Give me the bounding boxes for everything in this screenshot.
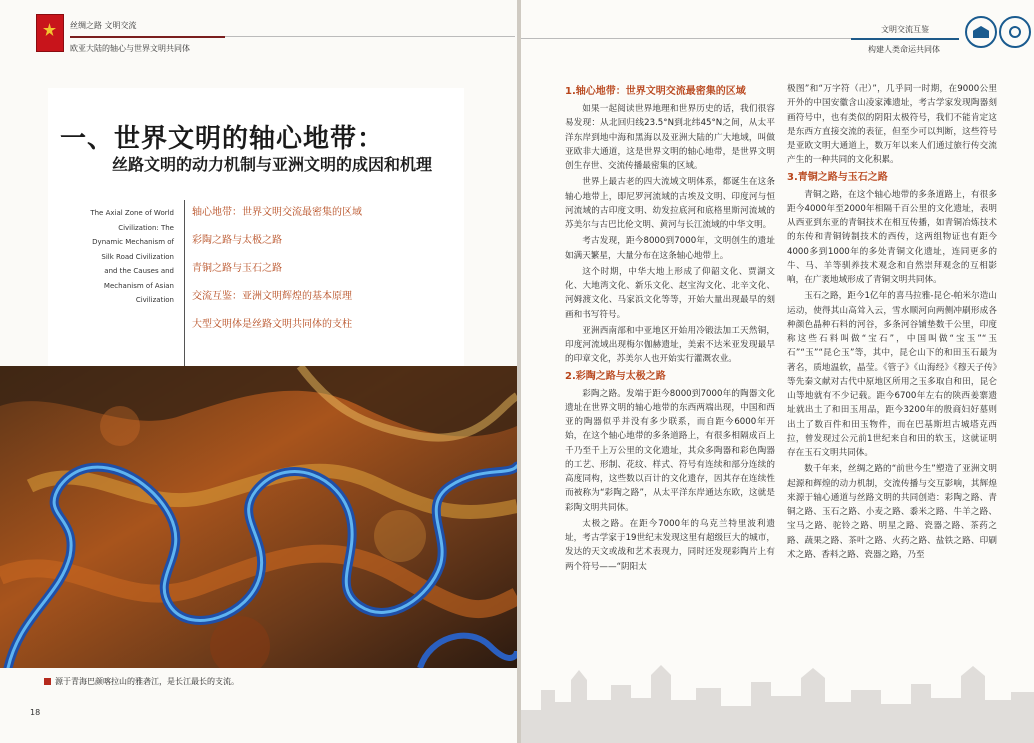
toc-item[interactable]: 交流互鉴：亚洲文明辉煌的基本原理 [192, 291, 352, 302]
toc-item[interactable]: 大型文明体是丝路文明共同体的支柱 [192, 319, 352, 330]
toc-item[interactable]: 青铜之路与玉石之路 [192, 263, 282, 274]
star-icon [43, 23, 56, 36]
section-heading: 1.轴心地带：世界文明交流最密集的区域 [565, 86, 746, 97]
paragraph: 考古发现，距今8000到7000年，文明创生的遗址如满天繁星，大量分布在这条轴心地带上。 [565, 236, 775, 261]
text-column-1 [565, 82, 775, 576]
toc-item[interactable]: 彩陶之路与太极之路 [192, 235, 282, 246]
left-header-rule [70, 36, 225, 38]
paragraph: 彩陶之路。发端于距今8000到7000年的陶器文化遗址在世界文明的轴心地带的东西两端出现，中国和西亚的陶器似乎并没有多少联系，而自距今6000年开始，在这个轴心地带的多条道路上，有很多相隔成百上千乃至千上万公里的文化遗址，其众多陶器和彩色陶器的工艺、形制、花纹、样式、符号有连续和部分连续的高度同构，这些数以百计的文化遗存，因其存在连续性而被称为“彩陶之路”，从太平洋东岸通达东欧，这就是彩陶文明共同体。 [565, 388, 775, 513]
paragraph: 极图”和“万字符（卍）”，几乎同一时期，在9000公里开外的中国安徽含山凌家滩遗址，考古学家发现陶器刻画符号中，也有类似的阴阳太极符号，我们不能肯定这是东西方直接交流的表征，但至少可以判断，这些符号是亚欧文明大通道上，数万年以来人们通过旅行传交流产生的一种共同的文化积累。 [787, 84, 997, 166]
right-header-rule [851, 38, 959, 40]
photo-caption [44, 676, 239, 687]
unesco-logo-icon [965, 16, 997, 48]
paragraph: 数千年来，丝绸之路的“前世今生”塑造了亚洲文明起源和辉煌的动力机制，交流传播与交互影响，其辉煌来源于轴心通道与丝路文明的共同创造：彩陶之路、青铜之路、玉石之路、小麦之路、黍米之路、牛羊之路、宝马之路、驼铃之路、明星之路、瓷器之路、茶药之路、蔬果之路、茶叶之路、火药之路、盐铁之路、印刷术之路、香料之路、瓷器之路，乃至 [787, 464, 997, 560]
caption-marker [44, 678, 51, 685]
paragraph: 如果一起阅读世界地理和世界历史的话，我们很容易发现：从北回归线23.5°N到北纬45°N之间，从太平洋东岸到地中海和黑海以及亚洲大陆的广大地域，叫做亚欧非大通道，这是世界文明的轴心地带，是世界文明创生存世、交流传播最密集的区域。 [565, 104, 775, 171]
page-number: 18 [30, 708, 41, 717]
left-header-line1: 丝绸之路 文明交流 [70, 21, 137, 30]
paragraph: 亚洲西南部和中亚地区开始用冷锻法加工天然铜，印度河流域出现梅尔伽赫遗址，美索不达米亚发现最早的印章文化，苏美尔人也开始实行灌溉农业。 [565, 325, 775, 365]
city-skyline-watermark [521, 640, 1034, 743]
table-of-contents [192, 206, 462, 346]
paragraph: 青铜之路，在这个轴心地带的多条道路上，有很多距今4000年至2000年相隔千百公里的文化遗址，表明从西亚到东亚的青铜技术在相互传播，如青铜冶炼技术的东传和青铜铸制技术的西传，这两组物证也有距今4000多到1000年的多处青铜文化遗址，连同更多的牛、马、羊等驯养技术观念和自然崇拜观念的互相影响，在广袤地域形成了青铜文明共同体。 [787, 189, 997, 285]
english-title: The Axial Zone of World Civilization: The Dynamic Mechanism of Silk Road Civilization and the Causes and Mechanism of Asian Civilization [90, 209, 174, 304]
right-header-line2: 构建人类命运共同体 [868, 45, 940, 54]
caption-text: 源于青海巴颜喀拉山的雅砻江，是长江最长的支流。 [55, 677, 239, 686]
section-heading: 3.青铜之路与玉石之路 [787, 171, 888, 183]
chapter-title: 一、世界文明的轴心地带： [60, 124, 385, 154]
left-header-rule-thin [225, 36, 515, 37]
right-header-rule-thin [521, 38, 851, 39]
aerial-river-photo [0, 366, 517, 668]
section-heading: 2.彩陶之路与太极之路 [565, 370, 666, 382]
right-header-line1: 文明交流互鉴 [881, 25, 929, 34]
divider [184, 200, 185, 368]
emblem-logo [36, 14, 64, 52]
right-page [521, 0, 1034, 743]
paragraph: 玉石之路，距今1亿年的喜马拉雅-昆仑-帕米尔造山运动，使得其山高耸入云，雪水顺河向两侧冲刷形成各种颜色晶种石料的河谷，多条河谷铺垫数千公里，印度称这些石料叫做“宝石”，中国叫做“宝玉”“玉石”“玉”“昆仑玉”等，其中，昆仑山下的和田玉石最为著名，质地温软，晶莹。《管子》《山海经》《穆天子传》等先秦文献对古代中原地区所用之玉多取自和田，昆仑山等地就有不少记载。距今6700年左右的陕西姜寨遗址就出土了和田玉用品，距今3200年的殷商妇好墓则出土了数百件和田玉物件，而在巴基斯坦古城塔克西拉，曾发现过公元前1世纪来自和田的软玉，这就证明存在玉石文明共同体。 [787, 291, 997, 458]
chapter-subtitle: 丝路文明的动力机制与亚洲文明的成因和机理 [112, 155, 433, 174]
world-heritage-logo-icon [999, 16, 1031, 48]
paragraph: 这个时期，中华大地上形成了仰韶文化、贾湖文化、大地湾文化、新乐文化、赵宝沟文化、北辛文化、河姆渡文化、马家浜文化等等，开始大量出现最早的刻画和书写符号。 [565, 266, 775, 320]
text-column-2 [787, 82, 997, 564]
paragraph: 太极之路。在距今7000年的乌克兰特里波利遗址，考古学家于19世纪末发现这里有超级巨大的城市，发达的天文或战和艺术表现力，同时还发现彩陶片上有两个符号——“阴阳太 [565, 518, 775, 572]
left-header-line2: 欧亚大陆的轴心与世界文明共同体 [70, 44, 190, 53]
toc-item[interactable]: 轴心地带：世界文明交流最密集的区域 [192, 207, 362, 218]
paragraph: 世界上最古老的四大流域文明体系，都诞生在这条轴心地带上，即尼罗河流域的古埃及文明、印度河与恒河流域的古印度文明、幼发拉底河和底格里斯河流域的苏美尔与古巴比伦文明、黄河与长江流域的中华文明。 [565, 177, 775, 230]
